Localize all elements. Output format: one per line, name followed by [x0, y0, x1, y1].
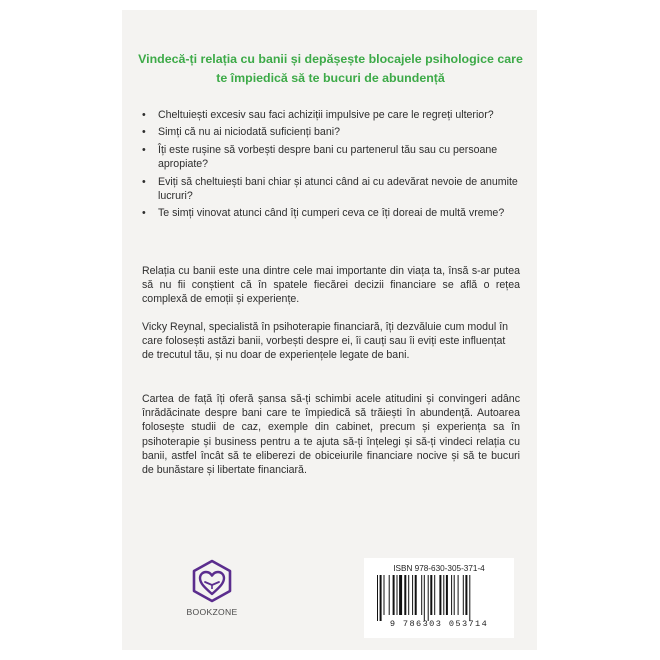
barcode-icon	[373, 575, 505, 621]
list-item	[140, 143, 525, 172]
question-text: Îți este rușine să vorbești despre bani cu partenerul tău sau cu persoane apropiate?	[158, 143, 498, 171]
question-text: Simți că nu ai niciodată suficienți bani?	[158, 126, 340, 139]
heart-book-logo-icon	[189, 558, 235, 604]
bullet-icon: •	[142, 207, 146, 220]
question-text: Cheltuiești excesiv sau faci achiziții impulsive pe care le regreți ulterior?	[158, 109, 494, 121]
list-item	[140, 125, 525, 139]
barcode-digits: 9 786303 053714	[389, 619, 489, 629]
question-text: Te simți vinovat atunci când îți cumperi ceva ce îți doreai de multă vreme?	[158, 207, 505, 220]
book-back-cover	[122, 10, 537, 650]
list-item	[140, 108, 525, 122]
isbn-label: ISBN 978-630-305-371-4	[393, 564, 485, 573]
intro-paragraph: Relația cu banii este una dintre cele mai importante din viața ta, însă s-ar putea să nu fii conștient că în spatele fiecărei decizii financiare se află o rețea complexă de emoții și experiențe.	[142, 265, 520, 306]
list-item	[140, 206, 525, 220]
publisher-name: BOOKZONE	[186, 607, 238, 617]
description-paragraph: Cartea de față îți oferă șansa să-ți schimbi acele atitudini și convingeri adânc înrădăcinate despre bani care te împiedică să trăiești în abundență. Autoarea folosește studii de caz, exemple din cabinet, precum și experiența sa în psihoterapie și business pentru a te ajuta să-ți înțelegi și să-ți vindeci relația cu banii, astfel încât să te eliberezi de obiceiurile financiare nocive și să te bucuri de bunăstare și libertate financiară.	[142, 393, 520, 477]
bullet-icon: •	[142, 126, 146, 139]
bullet-icon: •	[142, 143, 146, 156]
question-text: Eviți să cheltuiești bani chiar și atunci când ai cu adevărat nevoie de anumite lucruri?	[158, 175, 518, 203]
question-list	[140, 108, 525, 224]
cover-headline: Vindecă-ți relația cu banii și depășește blocajele psihologice care te împiedică să te bucuri de abundență	[138, 52, 523, 85]
author-paragraph: Vicky Reynal, specialistă în psihoterapie financiară, îți dezvăluie cum modul în care folosești astăzi banii, vorbești despre ei, îi cauți sau îi eviți este influențat de trecutul tău, și nu doar de experiențele legate de bani.	[142, 321, 509, 362]
publisher-logo	[182, 558, 242, 630]
isbn-barcode	[364, 558, 514, 638]
bullet-icon: •	[142, 109, 146, 121]
list-item	[140, 175, 525, 204]
bullet-icon: •	[142, 175, 146, 188]
